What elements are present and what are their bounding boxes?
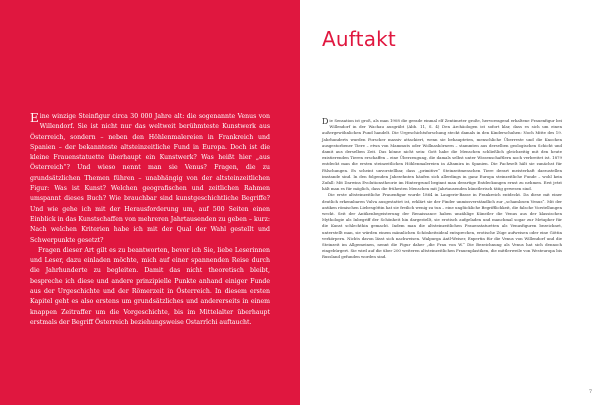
intro-paragraph-1 xyxy=(30,112,270,246)
page-number: 7 xyxy=(588,389,592,395)
body-text xyxy=(322,118,562,261)
body-paragraph-1-text: ie Sensation ist groß, als man 1908 die gerade einmal elf Zentimeter große, hervorragend erhaltene Frauenfigur bei Willendorf in der Wachau ausgräbt (Abb. 11, S. 4) Den Archäologen ist sofort klar, dass es sich um einen außergewöhnlichen Fund handelt. Die Urgeschichtsforschung steckt damals in den Kinderschuhen: Noch Mitte des 19. Jahrhunderts wurden Forscher massiv attackiert, wenn sie behaupteten, menschliche Überreste und die Knochen ausgestorbener Tiere – etwa von Mammuts oder Wollnashörnern – stammten aus derselben geologischen Schicht und damit aus derselben Zeit. Das könne nicht sein: Gott habe die Menschen schließlich gleichzeitig mit den heute existierenden Tieren erschaffen – eine Überzeugung, die damals selbst unter Wissenschaftlern noch verbreitet ist. 1879 entdeckt man die ersten steinzeitlichen Höhlenmalereien in Altamira in Spanien. Die Fachwelt hält sie zunächst für Fälschungen. Es scheint unvorstellbar, dass „primitive“ Steinzeitmenschen Tiere derart meisterhaft darzustellen imstande sind. In den folgenden Jahrzehnten häufen sich allerdings in ganz Europa steinzeitliche Funde – wohl kein Zufall: Mit Darwins Evolutionstheorie im Hintergrund beginnt man derartige Entdeckungen ernst zu nehmen. Erst jetzt hält man es für möglich, dass die frühesten Menschen mit Jahrtausenden künstlerisch tätig gewesen sind. xyxy=(322,118,562,192)
intro-text xyxy=(30,112,270,328)
body-paragraph-1 xyxy=(322,118,562,192)
body-dropcap: D xyxy=(322,117,329,126)
body-paragraph-2: Die erste altsteinzeitliche Frauenfigur wurde 1864 in Laugerie-Basse in Frankreich entdeckt. Da diese mit einer deutlich erkennbaren Vulva ausgestattet ist, erklärt sie der Finder unmissverständlich zur „schamlosen Venus“. Mit der antiken römischen Liebesgöttin hat sie freilich wenig zu tun – eine unglückliche Begrifflichkeit, die falsche Vorstellungen weckt. Seit der Antikenbegeisterung der Renaissance haben unzählige Künstler die Venus aus der klassischen Mythologie als Inbegriff der Schönheit hin dargestellt, sie erotisch aufgeladen und manchmal sogar zur Metapher für die Kunst schlechthin gemacht. Indem man die altsteinzeitlichen Frauenstatuetten als Venusfiguren bezeichnet, unterstellt man, sie würden einem männlichen Schönheitsideal entsprechen, erotische Züge aufweisen oder eine Göttin verkörpern. Nichts davon lässt sich nachweisen. Walpurga Antl-Weiser, Expertin für die Venus von Willendorf und die Steinzeit im Allgemeinen, nennt die Figur daher „die Frau von W.“ Die Bezeichnung als Venus hat sich dennoch eingebürgert. Sie wird auf die über 200 weiteren altsteinzeitlichen Frauenplastiken, die mittlerweile von Westeuropa bis Russland gefunden worden sind. xyxy=(322,192,562,260)
chapter-title: Auftakt xyxy=(322,27,396,52)
intro-paragraph-2: Fragen dieser Art gilt es zu beantworten, bevor ich Sie, liebe Leserinnen und Leser, dazu einladen möchte, mich auf einer spannenden Reise durch die Jahrhunderte zu begleiten. Damit das nicht theoretisch bleibt, bespreche ich diese und andere prinzipielle Punkte anhand einiger Funde aus der Urgeschichte und der Römerzeit in Österreich. In diesem ersten Kapitel geht es also erstens um grundsätzliches und andererseits in einem knappen Zeitraffer um die Vorgeschichte, bis im Mittelalter überhaupt erstmals der Begriff Österreich beziehungsweise Ostarrîchi auftaucht. xyxy=(30,246,270,326)
right-page xyxy=(300,0,600,405)
intro-paragraph-1-text: ine winzige Steinfigur circa 30 000 Jahre alt: die sogenannte Venus von Willendorf. Sie ist nicht nur das weltweit berühmteste Kunstwerk aus Österreich, sondern – neben den Höhlenmalereien in Frankreich und Spanien – der bekannteste altsteinzeitliche Fund in Europa. Doch ist die kleine Frauenstatuette überhaupt ein Kunstwerk? Was heißt hier „aus Österreich“? Und wieso nennt man sie Venus? Fragen, die zu grundsätzlichen Themen führen – unabhängig von der altsteinzeitlichen Figur: Was ist Kunst? Welchen geografischen und zeitlichen Rahmen umspannt dieses Buch? Wie brauchbar sind kunstgeschichtliche Begriffe? Und wie gehe ich mit der Herausforderung um, auf 500 Seiten einen Einblick in das Kunstschaffen von mehreren Jahrtausenden zu geben – kurz: Nach welchen Kriterien habe ich mit der Qual der Wahl gestellt und Schwerpunkte gesetzt? xyxy=(30,113,270,244)
intro-dropcap: E xyxy=(30,111,39,125)
